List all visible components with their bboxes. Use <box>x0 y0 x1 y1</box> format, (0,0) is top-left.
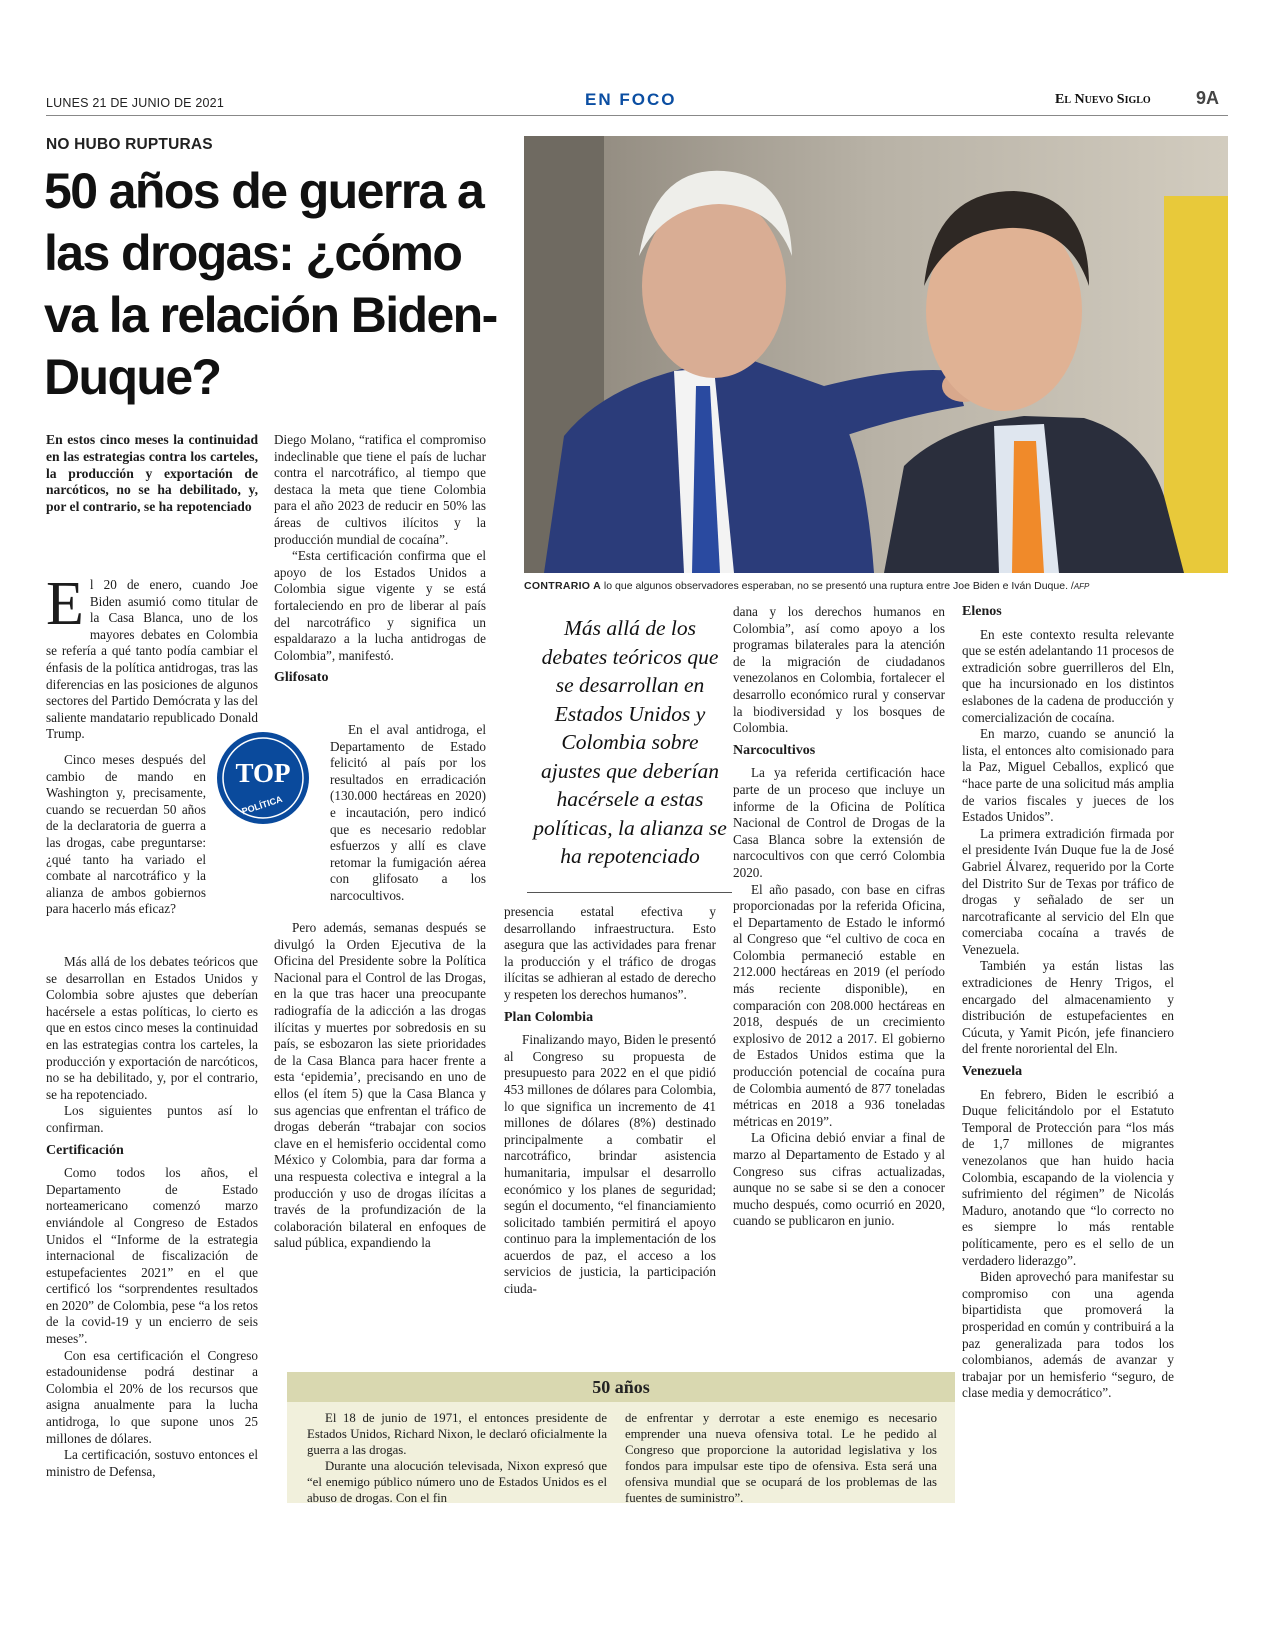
column-1 <box>46 432 258 516</box>
paragraph: Diego Molano, “ratifica el compromiso indeclinable que tiene el país de luchar contra el narcotráfico, al tiempo que destaca la meta que tiene Colombia para el año 2023 de reducir en 50% las áreas de cultivos ilícitos y la producción mundial de cocaína”. <box>274 432 486 547</box>
paragraph: En el aval antidroga, el Departamento de Estado felicitó al país por los resultados en erradicación (130.000 hectáreas en 2020) e incautación, pero indicó que es necesario redoblar esfuerzos y allí es clave retomar la fumigación aérea con glifosato a los narcocultivos. <box>330 722 486 903</box>
issue-date: LUNES 21 DE JUNIO DE 2021 <box>46 96 224 110</box>
paragraph: dana y los derechos humanos en Colombia”, así como apoyo a los programas bilaterales para la atención de la migración de ciudadanos venezolanos en Colombia, fortalecer el desarrollo económico rural y conservar la biodiversidad y los bosques de Colombia. <box>733 604 945 736</box>
column-2 <box>274 432 486 693</box>
page-number: 9A <box>1196 88 1220 108</box>
paragraph: En marzo, cuando se anunció la lista, el entonces alto comisionado para la Paz, Miguel Ceballos, explicó que “hace parte de una solicitud más amplia de varios fiscales y jueces de los Estados Unidos”. <box>962 726 1174 825</box>
column-4 <box>733 604 945 1230</box>
badge-bottom-text: POLÍTICA <box>240 793 284 817</box>
column-3 <box>504 904 716 1298</box>
paragraph: En febrero, Biden le escribió a Duque felicitándolo por el Estatuto Temporal de Protección para “los más de 1,7 millones de migrantes venezolanos que han huido hacia Colombia, escapando de la violencia y sufrimiento del régimen” de Nicolás Maduro, anotando que “lo correcto no es siempre lo más rentable políticamente, pero es el sello de un verdadero liderazgo”. <box>962 1086 1174 1268</box>
paragraph: “Esta certificación confirma que el apoyo de los Estados Unidos a Colombia sigue vigente y se está fortaleciendo en pro de liberar al país del narcotráfico y significa un espaldarazo a la lucha antidrogas de Colombia”, manifestó. <box>274 548 486 663</box>
pull-quote-rule <box>527 892 732 893</box>
newspaper-name: El Nuevo Siglo <box>1055 92 1151 107</box>
headline: 50 años de guerra a las drogas: ¿cómo va la relación Biden-Duque? <box>44 163 497 405</box>
paragraph: En este contexto resulta relevante que se estén adelantando 11 procesos de extradición sobre guerrilleros del Eln, que ha incursionado en los distintos eslabones de la cadena de producción y comercialización de cocaína. <box>962 626 1174 725</box>
badge-icon <box>215 730 311 826</box>
paragraph: La certificación, sostuvo entonces el ministro de Defensa, <box>46 1447 258 1479</box>
header-divider <box>46 115 1228 116</box>
photo-illustration <box>524 136 1228 573</box>
caption-text: lo que algunos observadores esperaban, no se presentó una ruptura entre Joe Biden e Iván Duque. / <box>603 580 1074 592</box>
dek: En estos cinco meses la continuidad en las estrategias contra los carteles, la producción y exportación de narcóticos, no se ha debilitado, y, por el contrario, se ha repotenciado <box>46 432 258 515</box>
top-politica-badge <box>215 730 311 826</box>
paragraph: La ya referida certificación hace parte de un proceso que incluye un informe de la Oficina de Política Nacional de Control de Drogas de la Casa Blanca sobre la extensión de narcocultivos con que cerró Colombia 2020. <box>733 765 945 880</box>
sidebar-box-col-2 <box>625 1410 937 1506</box>
lead-paragraph: El 20 de enero, cuando Joe Biden asumió como titular de la Casa Blanca, uno de los mayores debates en Colombia se refería a qué tanto podía cambiar el énfasis de la política antidrogas, tras las diferencias en las posiciones de algunos sectores del Partido Demócrata y las del saliente mandatario republicado Donald Trump. <box>46 570 258 742</box>
paragraph: Más allá de los debates teóricos que se desarrollan en Estados Unidos y Colombia sobre ajustes que deberían hacérsele a estas políticas, lo cierto es que en estos cinco meses la continuidad en las estrategias contra los carteles, la producción y exportación de narcóticos, no se ha debilitado, y, por el contrario, se ha repotenciado. <box>46 954 258 1102</box>
paragraph: Los siguientes puntos así lo confirman. <box>46 1103 258 1135</box>
paragraph: La Oficina debió enviar a final de marzo al Departamento de Estado y al Congreso sus cifras actualizadas, aunque no se sabe si se den a conocer mucho después, como ocurrió en 2020, cuando se publicaron en junio. <box>733 1130 945 1229</box>
subhead-narcocultivos: Narcocultivos <box>733 742 816 758</box>
paragraph: Finalizando mayo, Biden le presentó al Congreso su propuesta de presupuesto para 2022 en el que pidió 453 millones de dólares para Colombia, lo que significa un incremento de 41 millones de dólares (8%) destinado principalmente a combatir el narcotráfico, brindar asistencia humanitaria, impulsar el desarrollo económico y los planes de seguridad; según el documento, “el financiamiento solicitado también permitirá el apoyo continuo para la implementación de los acuerdos de paz, el acceso a los servicios de justicia, la participación ciuda- <box>504 1032 716 1297</box>
paragraph: Con esa certificación el Congreso estadounidense podrá destinar a Colombia el 20% de los recursos que asigna anualmente para la lucha antidroga, lo que supone unos 25 millones de dólares. <box>46 1347 258 1446</box>
column-1-wrap <box>46 752 206 918</box>
column-1-body <box>46 570 258 743</box>
paragraph: El 18 de junio de 1971, el entonces presidente de Estados Unidos, Richard Nixon, le declaró oficialmente la guerra a las drogas. <box>307 1411 607 1457</box>
sidebar-box-col-1 <box>307 1410 607 1506</box>
subhead-elenos: Elenos <box>962 604 1002 619</box>
column-2-wrap <box>330 722 486 905</box>
pull-quote: Más allá de los debates teóricos que se desarrollan en Estados Unidos y Colombia sobre ajustes que deberían hacérsele a estas políticas, la alianza se ha repotenciado <box>533 616 727 868</box>
paragraph: Como todos los años, el Departamento de Estado norteamericano comenzó marzo enviándole al Congreso de Estados Unidos el “Informe de la estrategia internacional de fiscalización de estupefacientes 2021” en el que certificó los “sorprendentes resultados en 2020” de Colombia, pese “a los retos de la covid-19 y un encierro de seis meses”. <box>46 1165 258 1347</box>
kicker: NO HUBO RUPTURAS <box>46 136 213 153</box>
paragraph: Durante una alocución televisada, Nixon expresó que “el enemigo público número uno de Estados Unidos es el abuso de drogas. Con el fin <box>307 1459 607 1505</box>
paragraph: Biden aprovechó para manifestar su compromiso con una agenda bipartidista que promoverá la prosperidad en común y contribuirá a la paz generalizada para todos los colombianos, además de avanzar y trabajar por un hemisferio “seguro, de clase media y democrático”. <box>962 1269 1174 1401</box>
caption-credit: AFP <box>1073 582 1090 591</box>
subhead-venezuela: Venezuela <box>962 1064 1023 1080</box>
photo-caption <box>524 580 1228 592</box>
subhead-plan-colombia: Plan Colombia <box>504 1009 594 1025</box>
column-1-lower <box>46 954 258 1480</box>
caption-label: CONTRARIO A <box>524 580 601 592</box>
paragraph: de enfrentar y derrotar a este enemigo es necesario emprender una nueva ofensiva total. Le he pedido al Congreso que proporcione la autoridad legislativa y los fondos para impulsar este tipo de ofensiva. Esta será una ofensiva mundial que se ocupará de los problemas de las fuentes de suministro”. <box>625 1411 937 1505</box>
paragraph: Cinco meses después del cambio de mando en Washington y, precisamente, cuando se recuerdan 50 años de la declaratoria de guerra a las drogas, cabe preguntarse: ¿qué tanto ha variado el combate al narcotráfico y la alianza de ambos gobiernos para hacerlo más eficaz? <box>46 752 206 917</box>
paragraph: Pero además, semanas después se divulgó la Orden Ejecutiva de la Oficina del Presidente sobre la Política Nacional para el Control de las Drogas, en la que tras hacer una preocupante radiografía de la adicción a las drogas ilícitas y muertes por sobredosis en su país, se esbozaron las siete prioridades de la Casa Blanca para hacer frente a esta ‘epidemia’, precisando en uno de ellos (el ítem 5) que la Casa Blanca y sus agencias que enfrentan el tráfico de drogas deberán “trabajar con socios clave en el hemisferio occidental como México y Colombia, para dar forma a una respuesta colectiva e integral a la producción y uso de drogas ilícitas a través de la profundización de la colaboración bilateral en enfoques de salud pública, expandiendo la <box>274 920 486 1251</box>
subhead-glifosato: Glifosato <box>274 670 329 686</box>
paragraph: El año pasado, con base en cifras proporcionadas por la referida Oficina, el Departamento de Estado le informó al Congreso que “el cultivo de coca en Colombia permaneció estable en 212.000 hectáreas en 2019 (el período más reciente disponible), en comparación con 208.000 hectáreas en 2018, después de un crecimiento explosivo de 2012 a 2017. El gobierno de Estados Unidos estima que la producción potencial de cocaína pura de Colombia aumentó de 877 toneladas métricas en 2018 a 936 toneladas métricas en 2019”. <box>733 881 945 1129</box>
subhead-certificacion: Certificación <box>46 1142 124 1158</box>
section-name: EN FOCO <box>585 90 677 109</box>
paragraph: presencia estatal efectiva y desarrollando infraestructura. Esto asegura que las actividades para frenar la producción y el tráfico de drogas ilícitas se adhieran al estado de derecho y respeten los derechos humanos”. <box>504 904 716 1002</box>
column-2-lower <box>274 920 486 1252</box>
column-5 <box>962 604 1174 1402</box>
sidebar-box-title: 50 años <box>287 1372 955 1402</box>
paragraph: También ya están listas las extradiciones de Henry Trigos, el encargado del almacenamiento y distribución de estupefacientes en Cúcuta, y Yamit Picón, jefe financiero del frente nororiental del Eln. <box>962 958 1174 1057</box>
paragraph: La primera extradición firmada por el presidente Iván Duque fue la de José Gabriel Álvarez, requerido por la Corte del Distrito Sur de Texas por tráfico de drogas y señalado de ser un narcotraficante al servicio del Eln que comerciaba cocaína a través de Venezuela. <box>962 825 1174 957</box>
badge-top-text: TOP <box>235 758 291 788</box>
drop-cap: E <box>46 570 84 638</box>
article-photo <box>524 136 1228 573</box>
